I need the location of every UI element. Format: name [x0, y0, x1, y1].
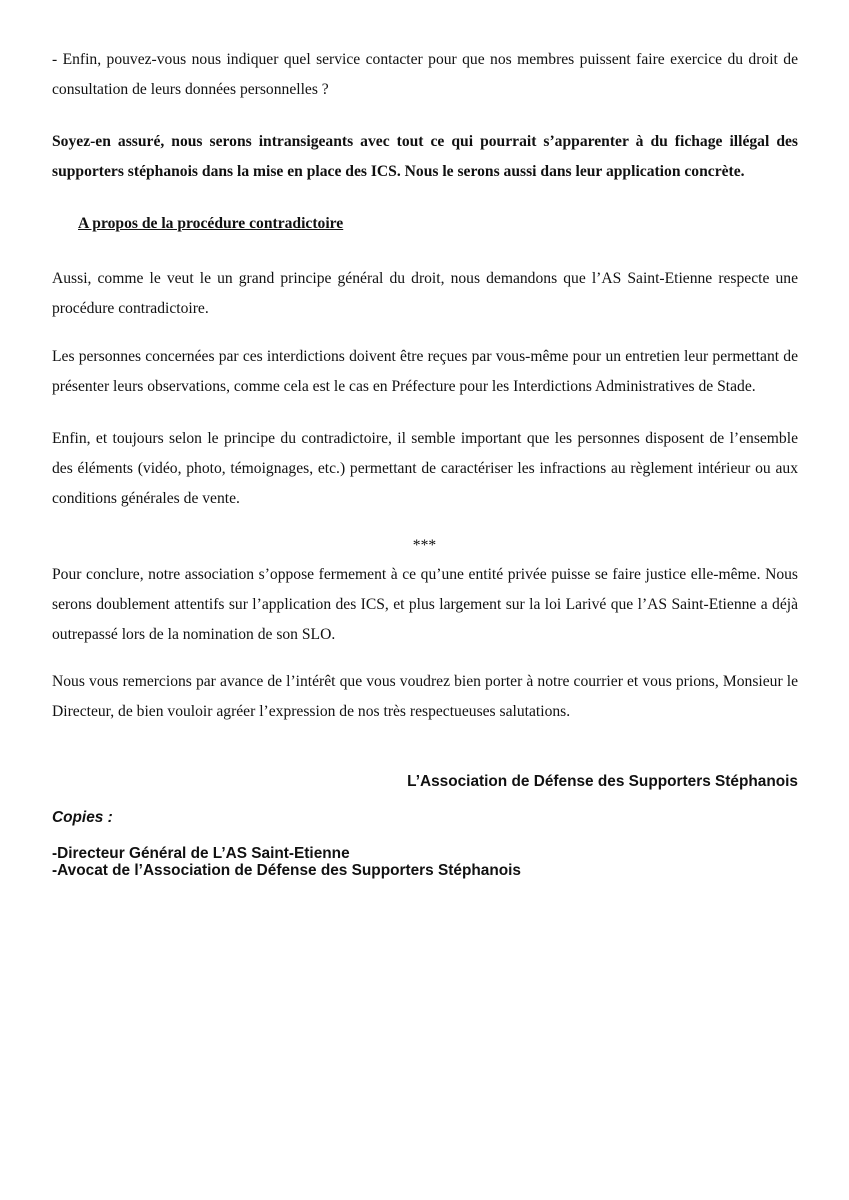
section-heading-procedure: A propos de la procédure contradictoire [78, 215, 344, 232]
paragraph-remerciements: Nous vous remercions par avance de l’intérêt que vous voudrez bien porter à notre courrier et vous prions, Monsieur le Directeur, de bien vouloir agréer l’expression de nos très respectueuses salutations. [52, 673, 798, 720]
copies-heading: Copies : [52, 809, 113, 826]
paragraph-conclusion: Pour conclure, notre association s’oppose fermement à ce qu’une entité privée puisse se faire justice elle-même. Nous serons doublement attentifs sur l’application des ICS, et plus largement sur la loi Larivé que l’AS Saint-Etienne a déjà outrepassé lors de la nomination de son SLO. [52, 566, 798, 643]
copy-recipient-directeur: -Directeur Général de L’AS Saint-Etienne [52, 845, 350, 862]
paragraph-personnes: Les personnes concernées par ces interdictions doivent être reçues par vous-même pour un entretien leur permettant de présenter leurs observations, comme cela est le cas en Préfecture pour les Interdictions Administratives de Stade. [52, 348, 798, 395]
copies-list [52, 845, 521, 879]
paragraph-elements: Enfin, et toujours selon le principe du contradictoire, il semble important que les personnes disposent de l’ensemble des éléments (vidéo, photo, témoignages, etc.) permettant de caractériser les infractions au règlement intérieur ou aux conditions générales de vente. [52, 430, 798, 507]
signature: L’Association de Défense des Supporters Stéphanois [407, 773, 798, 790]
paragraph-assurance: Soyez-en assuré, nous serons intransigeants avec tout ce qui pourrait s’apparenter à du fichage illégal des supporters stéphanois dans la mise en place des ICS. Nous le serons aussi dans leur application concrète. [52, 133, 798, 180]
copy-recipient-avocat: -Avocat de l’Association de Défense des Supporters Stéphanois [52, 862, 521, 879]
paragraph-principe: Aussi, comme le veut le un grand principe général du droit, nous demandons que l’AS Saint-Etienne respecte une procédure contradictoire. [52, 270, 798, 317]
paragraph-data-consultation: - Enfin, pouvez-vous nous indiquer quel service contacter pour que nos membres puissent faire exercice du droit de consultation de leurs données personnelles ? [52, 51, 798, 98]
separator-stars: *** [412, 537, 437, 554]
